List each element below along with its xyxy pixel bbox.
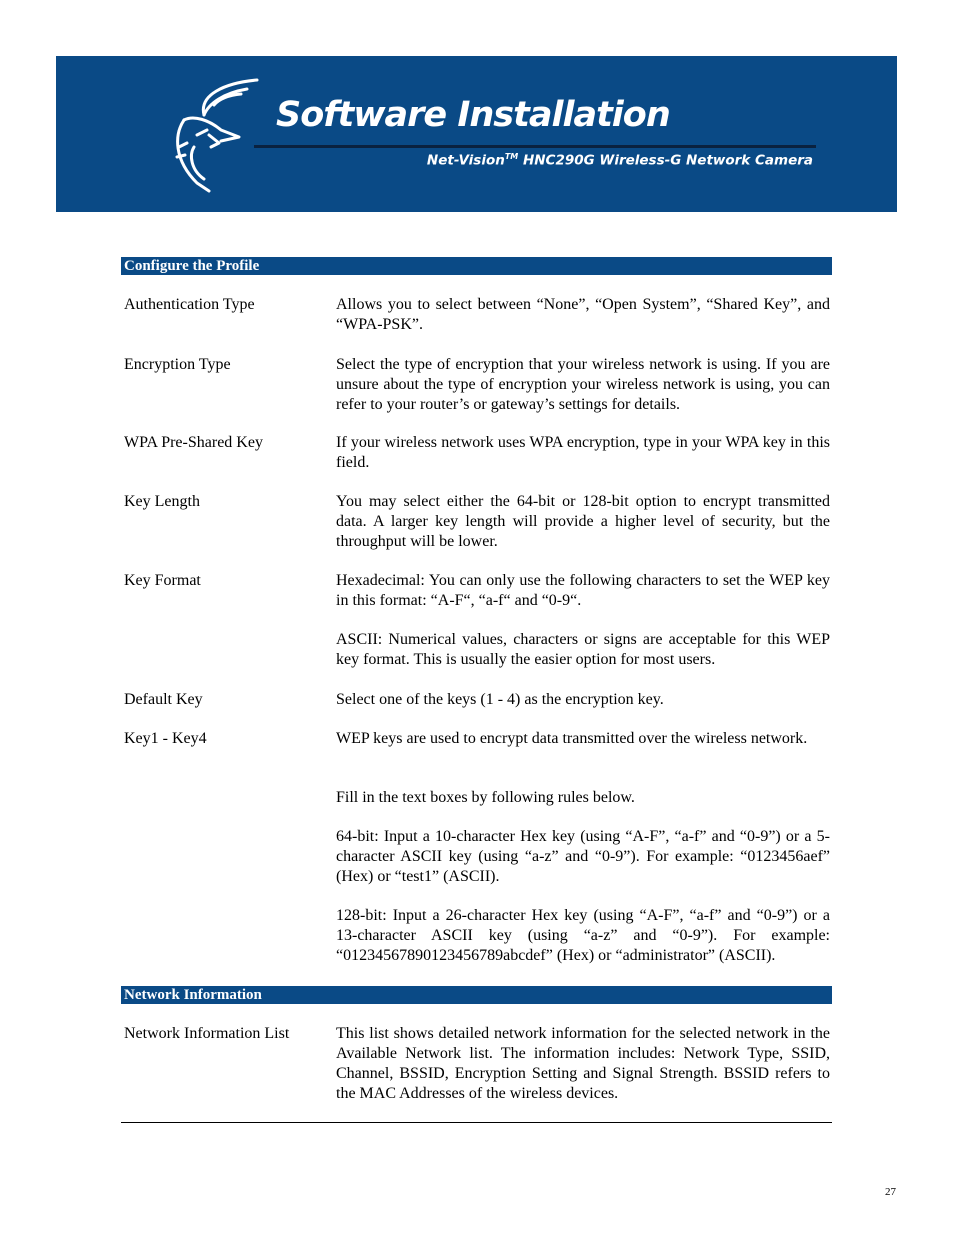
section-heading-network-information: Network Information [121,986,832,1004]
term-wpa-pre-shared-key: WPA Pre-Shared Key [124,434,263,451]
desc-key1-key4-64bit: 64-bit: Input a 10-character Hex key (using “A-F”, “a-f” and “0-9”) or a 5-character ASCII key (using “a-z” and “0-9”). For example: “0123456aef” (Hex) or “test1” (ASCII). [336,828,830,885]
banner-subtitle-brand: Net-Vision [426,152,505,169]
term-encryption-type: Encryption Type [124,356,231,373]
desc-default-key: Select one of the keys (1 - 4) as the encryption key. [336,691,664,708]
desc-authentication-type: Allows you to select between “None”, “Open System”, “Shared Key”, and “WPA-PSK”. [336,296,830,333]
term-default-key: Default Key [124,691,203,708]
desc-key1-key4-fill: Fill in the text boxes by following rules below. [336,789,635,806]
banner-subtitle-product: HNC290G Wireless-G Network Camera [518,152,813,169]
eagle-logo-icon [169,75,264,193]
footer-divider [121,1122,832,1123]
desc-key-format-hex: Hexadecimal: You can only use the following characters to set the WEP key in this format: “A-F“, “a-f“ and “0-9“. [336,572,830,609]
term-key1-key4: Key1 - Key4 [124,730,207,747]
term-authentication-type: Authentication Type [124,296,255,313]
desc-key1-key4-128bit: 128-bit: Input a 26-character Hex key (using “A-F”, “a-f” and “0-9”) or a 13-character ASCII key (using “a-z” and “0-9”). For example: “01234567890123456789abcdef” (Hex) or “administrator” (ASCII). [336,907,830,964]
desc-key-format-ascii: ASCII: Numerical values, characters or signs are acceptable for this WEP key format. This is usually the easier option for most users. [336,631,830,668]
desc-wpa-pre-shared-key: If your wireless network uses WPA encryption, type in your WPA key in this field. [336,434,830,471]
term-key-format: Key Format [124,572,201,589]
desc-key-length: You may select either the 64-bit or 128-bit option to encrypt transmitted data. A larger key length will provide a higher level of security, but the throughput will be lower. [336,493,830,550]
banner-divider [254,145,816,148]
header-banner [56,56,897,212]
term-key-length: Key Length [124,493,200,510]
term-network-information-list: Network Information List [124,1025,290,1042]
trademark-mark: TM [504,152,519,161]
section-heading-configure-profile: Configure the Profile [121,257,832,275]
desc-key1-key4: WEP keys are used to encrypt data transmitted over the wireless network. [336,730,808,747]
banner-title: Software Installation [276,95,670,135]
banner-subtitle [427,153,813,168]
desc-encryption-type: Select the type of encryption that your wireless network is using. If you are unsure about the type of encryption your wireless network is using, you can refer to your router’s or gateway’s settings for details. [336,356,830,413]
desc-network-information-list: This list shows detailed network information for the selected network in the Available Network list. The information includes: Network Type, SSID, Channel, BSSID, Encryption Setting and Signal Strength. BSSID refers to the MAC Addresses of the wireless devices. [336,1025,830,1102]
page-number: 27 [885,1186,896,1198]
